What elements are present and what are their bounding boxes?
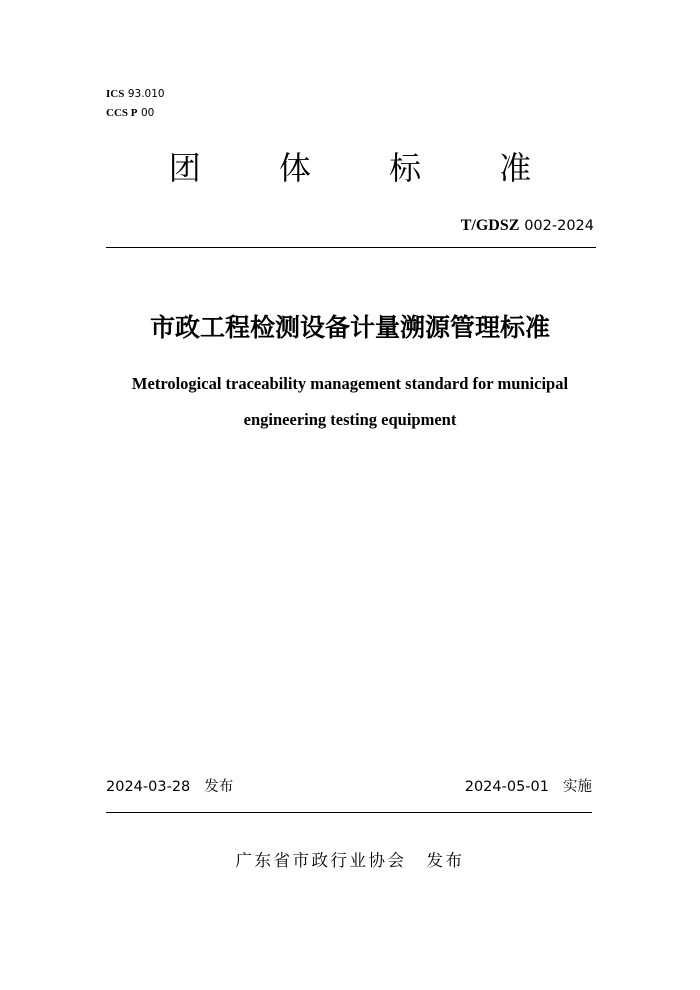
ics-code [106,87,165,101]
publisher [0,848,700,874]
ccs-code [106,106,154,120]
publisher-action: 发布 [426,851,465,870]
issue-label: 发布 [204,779,234,795]
standard-number-value: 002-2024 [524,218,594,234]
document-type-heading: 团 体 标 准 [168,149,566,187]
publisher-name: 广东省市政行业协会 [235,851,407,870]
ccs-value: 00 [140,107,155,119]
standard-number [461,216,594,235]
english-title-line-1: Metrological traceability management standard for municipal [131,374,569,393]
top-divider [106,247,596,248]
implementation-date: 2024-05-01 [464,779,549,795]
ics-value: 93.010 [127,88,165,100]
chinese-title: 市政工程检测设备计量溯源管理标准 [149,313,550,342]
ics-label: ICS [106,88,125,100]
english-title-line-2: engineering testing equipment [243,410,457,429]
implementation-date-row [465,776,592,798]
bottom-divider [106,812,592,813]
issue-date-row [106,776,233,798]
ccs-label: CCS P [106,107,138,119]
issue-date: 2024-03-28 [106,779,191,795]
implementation-label: 实施 [563,779,592,795]
standard-number-prefix: T/GDSZ [460,217,520,234]
